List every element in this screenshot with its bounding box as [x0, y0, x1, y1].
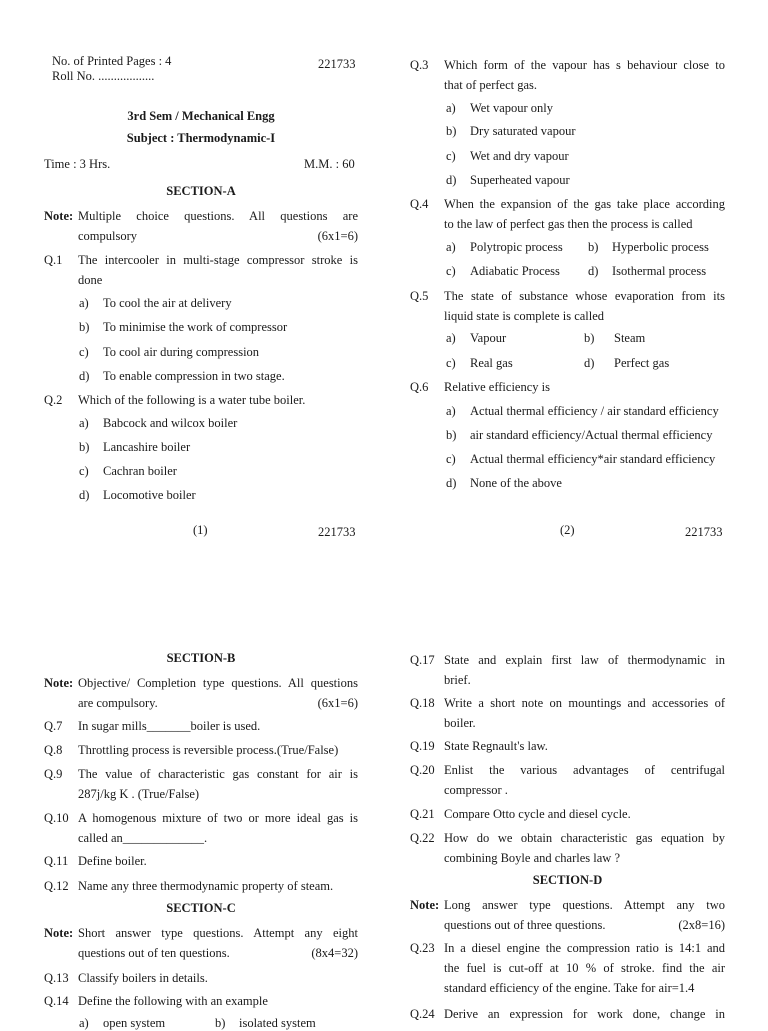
question-23 — [410, 938, 725, 998]
note-marks: (6x1=6) — [317, 229, 358, 243]
footer-code: 221733 — [685, 525, 723, 539]
question-number: Q.4 — [410, 197, 429, 211]
question-text-line: compressor . — [444, 783, 508, 797]
q3-option-a — [446, 101, 553, 116]
q4-option-a — [446, 240, 563, 255]
note-marks: (6x1=6) — [317, 696, 358, 710]
q6-option-a — [446, 404, 719, 419]
question-text-line: Throttling process is reversible process.(True/False) — [78, 743, 339, 757]
note-label: Note: — [44, 676, 74, 690]
question-22 — [410, 828, 725, 868]
question-text-line: Enlist the various advantages of centrifugal — [444, 763, 725, 777]
option-text: air standard efficiency/Actual thermal efficiency — [470, 428, 713, 442]
option-letter: a) — [446, 331, 456, 345]
option-letter: b) — [588, 240, 599, 254]
option-letter: a) — [79, 1016, 89, 1030]
q6-option-d — [446, 476, 562, 491]
option-text: Wet and dry vapour — [470, 149, 569, 163]
option-letter: c) — [446, 452, 456, 466]
option-letter: c) — [446, 264, 456, 278]
q5-option-d — [584, 356, 669, 371]
option-letter: c) — [79, 345, 89, 359]
question-11 — [44, 851, 358, 871]
question-text-line: Relative efficiency is — [444, 380, 550, 394]
note-marks: (2x8=16) — [678, 918, 725, 932]
option-text: Actual thermal efficiency*air standard efficiency — [470, 452, 716, 466]
question-text-line: combining Boyle and charles law ? — [444, 851, 620, 865]
option-text: Locomotive boiler — [103, 488, 196, 502]
question-text-line: 287j/kg K . (True/False) — [78, 787, 200, 801]
q1-option-a — [79, 296, 232, 311]
option-text: Wet vapour only — [470, 101, 554, 115]
question-text-line: In sugar mills_______boiler is used. — [78, 719, 261, 733]
option-letter: b) — [584, 331, 595, 345]
note-line-2: compulsory — [78, 229, 138, 243]
note-line-1: Objective/ Completion type questions. All questions — [78, 676, 358, 690]
q3-option-d — [446, 173, 570, 188]
option-text: open system — [103, 1016, 166, 1030]
subject-heading: Subject : Thermodynamic-I — [126, 131, 276, 145]
option-text: To cool the air at delivery — [103, 296, 232, 310]
option-letter: b) — [79, 320, 90, 334]
question-text-line: Classify boilers in details. — [78, 971, 208, 985]
option-letter: d) — [446, 173, 457, 187]
question-12 — [44, 876, 358, 896]
question-18 — [410, 693, 725, 733]
question-number: Q.11 — [44, 854, 69, 868]
question-number: Q.19 — [410, 739, 435, 753]
question-number: Q.10 — [44, 811, 69, 825]
question-number: Q.20 — [410, 763, 435, 777]
note-label: Note: — [44, 209, 74, 223]
question-text-line: that of perfect gas. — [444, 78, 538, 92]
question-number: Q.7 — [44, 719, 63, 733]
question-text-line: In a diesel engine the compression ratio is 14:1 and — [444, 941, 725, 955]
q4-option-b — [588, 240, 709, 255]
q2-option-d — [79, 488, 196, 503]
note-section-b — [44, 673, 358, 713]
question-number: Q.5 — [410, 289, 429, 303]
option-letter: a) — [446, 404, 456, 418]
option-text: isolated system — [239, 1016, 316, 1030]
question-number: Q.17 — [410, 653, 435, 667]
question-number: Q.9 — [44, 767, 63, 781]
question-text-line: liquid state is complete is called — [444, 309, 605, 323]
option-text: Hyperbolic process — [612, 240, 709, 254]
time-label: Time : 3 Hrs. — [44, 157, 111, 171]
option-text: Superheated vapour — [470, 173, 570, 187]
option-text: Dry saturated vapour — [470, 124, 576, 138]
section-d-heading: SECTION-D — [532, 873, 603, 887]
option-letter: c) — [446, 149, 456, 163]
q1-option-d — [79, 369, 285, 384]
question-text-line: Name any three thermodynamic property of steam. — [78, 879, 334, 893]
question-text-line: Define the following with an example — [78, 994, 268, 1008]
q5-option-a — [446, 331, 506, 346]
question-text-line: The intercooler in multi-stage compressor stroke is — [78, 253, 358, 267]
q5-option-b — [584, 331, 645, 346]
question-text-line: to the law of perfect gas then the process is called — [444, 217, 693, 231]
q2-option-a — [79, 416, 237, 431]
q4-option-d — [588, 264, 706, 279]
question-1 — [44, 250, 358, 290]
question-number: Q.8 — [44, 743, 63, 757]
option-text: Adiabatic Process — [470, 264, 560, 278]
question-4 — [410, 194, 725, 234]
option-text: Real gas — [470, 356, 513, 370]
question-text-line: brief. — [444, 673, 471, 687]
option-letter: b) — [446, 124, 457, 138]
question-10 — [44, 808, 358, 848]
note-line-1: Short answer type questions. Attempt any eight — [78, 926, 358, 940]
question-text-line: Which form of the vapour has s behaviour close to — [444, 58, 725, 72]
option-text: Actual thermal efficiency / air standard efficiency — [470, 404, 719, 418]
option-text: Polytropic process — [470, 240, 563, 254]
question-text-line: When the expansion of the gas take place according — [444, 197, 725, 211]
option-letter: a) — [79, 416, 89, 430]
section-b-heading: SECTION-B — [166, 651, 236, 665]
option-letter: d) — [79, 488, 90, 502]
option-text: None of the above — [470, 476, 562, 490]
option-text: Lancashire boiler — [103, 440, 191, 454]
q6-option-b — [446, 428, 712, 443]
option-letter: d) — [584, 356, 595, 370]
question-8 — [44, 740, 358, 760]
option-letter: a) — [446, 240, 456, 254]
note-label: Note: — [410, 898, 440, 912]
q4-option-c — [446, 264, 560, 279]
option-text: Vapour — [470, 331, 507, 345]
question-number: Q.6 — [410, 380, 429, 394]
option-letter: b) — [79, 440, 90, 454]
question-text-line: called an_____________. — [78, 831, 208, 845]
question-text-line: State and explain first law of thermodynamic in — [444, 653, 725, 667]
note-line-2: are compulsory. — [78, 696, 158, 710]
option-text: To cool air during compression — [103, 345, 260, 359]
question-2 — [44, 390, 358, 410]
question-text-line: State Regnault's law. — [444, 739, 548, 753]
question-number: Q.14 — [44, 994, 69, 1008]
question-text-line: standard efficiency of the engine. Take for air=1.4 — [444, 981, 695, 995]
question-text-line: done — [78, 273, 103, 287]
question-number: Q.12 — [44, 879, 69, 893]
paper-code: 221733 — [318, 57, 356, 71]
option-text: To minimise the work of compressor — [103, 320, 288, 334]
question-text-line: the fuel is cut-off at 10 % of stroke. find the air — [444, 961, 725, 975]
question-number: Q.2 — [44, 393, 63, 407]
page-number: (2) — [560, 523, 575, 537]
roll-no: Roll No. .................. — [52, 69, 155, 83]
option-letter: a) — [79, 296, 89, 310]
option-text: Babcock and wilcox boiler — [103, 416, 238, 430]
question-number: Q.3 — [410, 58, 429, 72]
question-text-line: Derive an expression for work done, change in — [444, 1007, 725, 1021]
question-number: Q.18 — [410, 696, 435, 710]
question-number: Q.23 — [410, 941, 435, 955]
note-line-2: questions out of ten questions. — [78, 946, 230, 960]
q2-option-b — [79, 440, 190, 455]
question-5 — [410, 286, 725, 326]
q3-option-c — [446, 149, 569, 164]
question-14 — [44, 991, 358, 1011]
question-17 — [410, 650, 725, 690]
q5-option-c — [446, 356, 513, 371]
option-letter: c) — [446, 356, 456, 370]
footer-code: 221733 — [318, 525, 356, 539]
note-section-a — [44, 206, 358, 246]
section-c-heading: SECTION-C — [166, 901, 236, 915]
q1-option-c — [79, 345, 259, 360]
question-text-line: Write a short note on mountings and accessories of — [444, 696, 725, 710]
option-letter: b) — [446, 428, 457, 442]
question-text-line: How do we obtain characteristic gas equation by — [444, 831, 725, 845]
option-text: Cachran boiler — [103, 464, 177, 478]
q1-option-b — [79, 320, 287, 335]
section-a-heading: SECTION-A — [166, 184, 236, 198]
note-section-d — [410, 895, 725, 935]
page-number: (1) — [193, 523, 208, 537]
question-text-line: Define boiler. — [78, 854, 147, 868]
q6-option-c — [446, 452, 715, 467]
question-number: Q.24 — [410, 1007, 435, 1021]
semester-heading: 3rd Sem / Mechanical Engg — [127, 109, 275, 123]
q2-option-c — [79, 464, 177, 479]
option-letter: a) — [446, 101, 456, 115]
note-label: Note: — [44, 926, 74, 940]
question-19 — [410, 736, 725, 756]
question-text-line: boiler. — [444, 716, 476, 730]
option-letter: d) — [79, 369, 90, 383]
option-letter: b) — [215, 1016, 226, 1030]
question-20 — [410, 760, 725, 800]
question-text-line: Which of the following is a water tube boiler. — [78, 393, 306, 407]
note-line-1: Multiple choice questions. All questions are — [78, 209, 358, 223]
option-letter: d) — [588, 264, 599, 278]
note-line-2: questions out of three questions. — [444, 918, 606, 932]
question-7 — [44, 716, 358, 736]
printed-pages: No. of Printed Pages : 4 — [52, 54, 172, 68]
note-marks: (8x4=32) — [311, 946, 358, 960]
note-line-1: Long answer type questions. Attempt any two — [444, 898, 725, 912]
option-text: Isothermal process — [612, 264, 707, 278]
question-number: Q.13 — [44, 971, 69, 985]
q3-option-b — [446, 124, 576, 139]
question-24 — [410, 1004, 725, 1024]
question-13 — [44, 968, 358, 988]
option-text: Steam — [614, 331, 646, 345]
option-text: To enable compression in two stage. — [103, 369, 285, 383]
question-9 — [44, 764, 358, 804]
question-number: Q.1 — [44, 253, 63, 267]
question-21 — [410, 804, 725, 824]
max-marks: M.M. : 60 — [304, 157, 355, 171]
question-text-line: A homogenous mixture of two or more ideal gas is — [78, 811, 358, 825]
question-6 — [410, 377, 725, 397]
question-text-line: The value of characteristic gas constant for air is — [78, 767, 358, 781]
option-letter: d) — [446, 476, 457, 490]
question-text-line: Compare Otto cycle and diesel cycle. — [444, 807, 631, 821]
option-text: Perfect gas — [614, 356, 670, 370]
question-number: Q.22 — [410, 831, 435, 845]
question-number: Q.21 — [410, 807, 435, 821]
note-section-c — [44, 923, 358, 963]
option-letter: c) — [79, 464, 89, 478]
question-3 — [410, 55, 725, 95]
question-text-line: The state of substance whose evaporation from its — [444, 289, 725, 303]
